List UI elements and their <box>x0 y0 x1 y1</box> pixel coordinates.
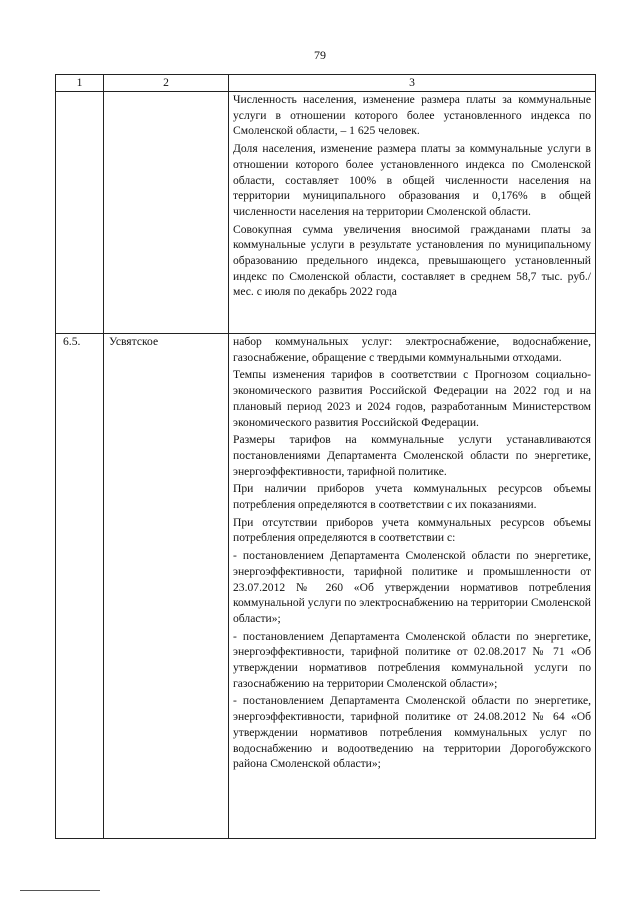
municipality-name: Усвятское <box>104 334 229 839</box>
paragraph: - постановлением Департамента Смоленской области по энергетике, энергоэффективности, тарифной политике от 02.08.2017 № 71 «Об утверждении нормативов потребления коммунальной услуги по газоснабжению на территории Смоленской области»; <box>233 629 591 690</box>
column-header-1: 1 <box>56 75 104 92</box>
row-number-cell <box>56 92 104 334</box>
row-name-cell <box>104 92 229 334</box>
page-number: 79 <box>314 48 326 62</box>
row-number: 6.5. <box>56 334 104 839</box>
paragraph: набор коммунальных услуг: электроснабжение, водоснабжение, газоснабжение, обращение с твердыми коммунальными отходами. <box>233 335 591 364</box>
paragraph: Численность населения, изменение размера платы за коммунальные услуги в отношении которого более установленного индекса по Смоленской области, – 1 625 человек. <box>233 93 591 138</box>
paragraph: - постановлением Департамента Смоленской области по энергетике, энергоэффективности, тарифной политике и промышленности от 23.07.2012 № 260 «Об утверждении нормативов потребления коммунальной услуги по электроснабжению на территории Смоленской области»; <box>233 549 591 625</box>
document-table <box>55 74 596 839</box>
paragraph: - постановлением Департамента Смоленской области по энергетике, энергоэффективности, тарифной политике от 24.08.2012 № 64 «Об утверждении нормативов потребления коммунальных услуг по водоснабжению и водоотведению на территории Дорогобужского района Смоленской области»; <box>233 694 591 771</box>
paragraph: Темпы изменения тарифов в соответствии с Прогнозом социально-экономического развития Российской Федерации на 2022 год и на плановый период 2023 и 2024 годов, разработанным Министерством экономического развития Российской Федерации. <box>233 368 591 429</box>
paragraph: При отсутствии приборов учета коммунальных ресурсов объемы потребления определяются в соответствии с: <box>233 515 591 545</box>
row-description-cell <box>229 92 596 334</box>
paragraph: Размеры тарифов на коммунальные услуги устанавливаются постановлениями Департамента Смоленской области по энергетике, энергоэффективности, тарифной политике. <box>233 433 591 478</box>
paragraph: Доля населения, изменение размера платы за коммунальные услуги в отношении которого более установленного индекса по Смоленской области, составляет 100% в общей численности населения на территории муниципального образования и 0,176% в общей численности населения на территории Смоленской области. <box>233 142 591 218</box>
table-row-continuation <box>56 92 596 334</box>
footnote-divider <box>20 890 100 891</box>
column-header-3: 3 <box>229 75 596 92</box>
paragraph: Совокупная сумма увеличения вносимой гражданами платы за коммунальные услуги в результате установления по муниципальному образованию предельного индекса, превышающего установленный индекс по Смоленской области, составляет в среднем 58,7 тыс. руб./мес. с июля по декабрь 2022 года <box>233 222 591 299</box>
table-header-row <box>56 75 596 92</box>
table-row-6-5 <box>56 334 596 839</box>
paragraph: При наличии приборов учета коммунальных ресурсов объемы потребления определяются в соответствии с их показаниями. <box>233 482 591 512</box>
column-header-2: 2 <box>104 75 229 92</box>
row-description-cell <box>229 334 596 839</box>
